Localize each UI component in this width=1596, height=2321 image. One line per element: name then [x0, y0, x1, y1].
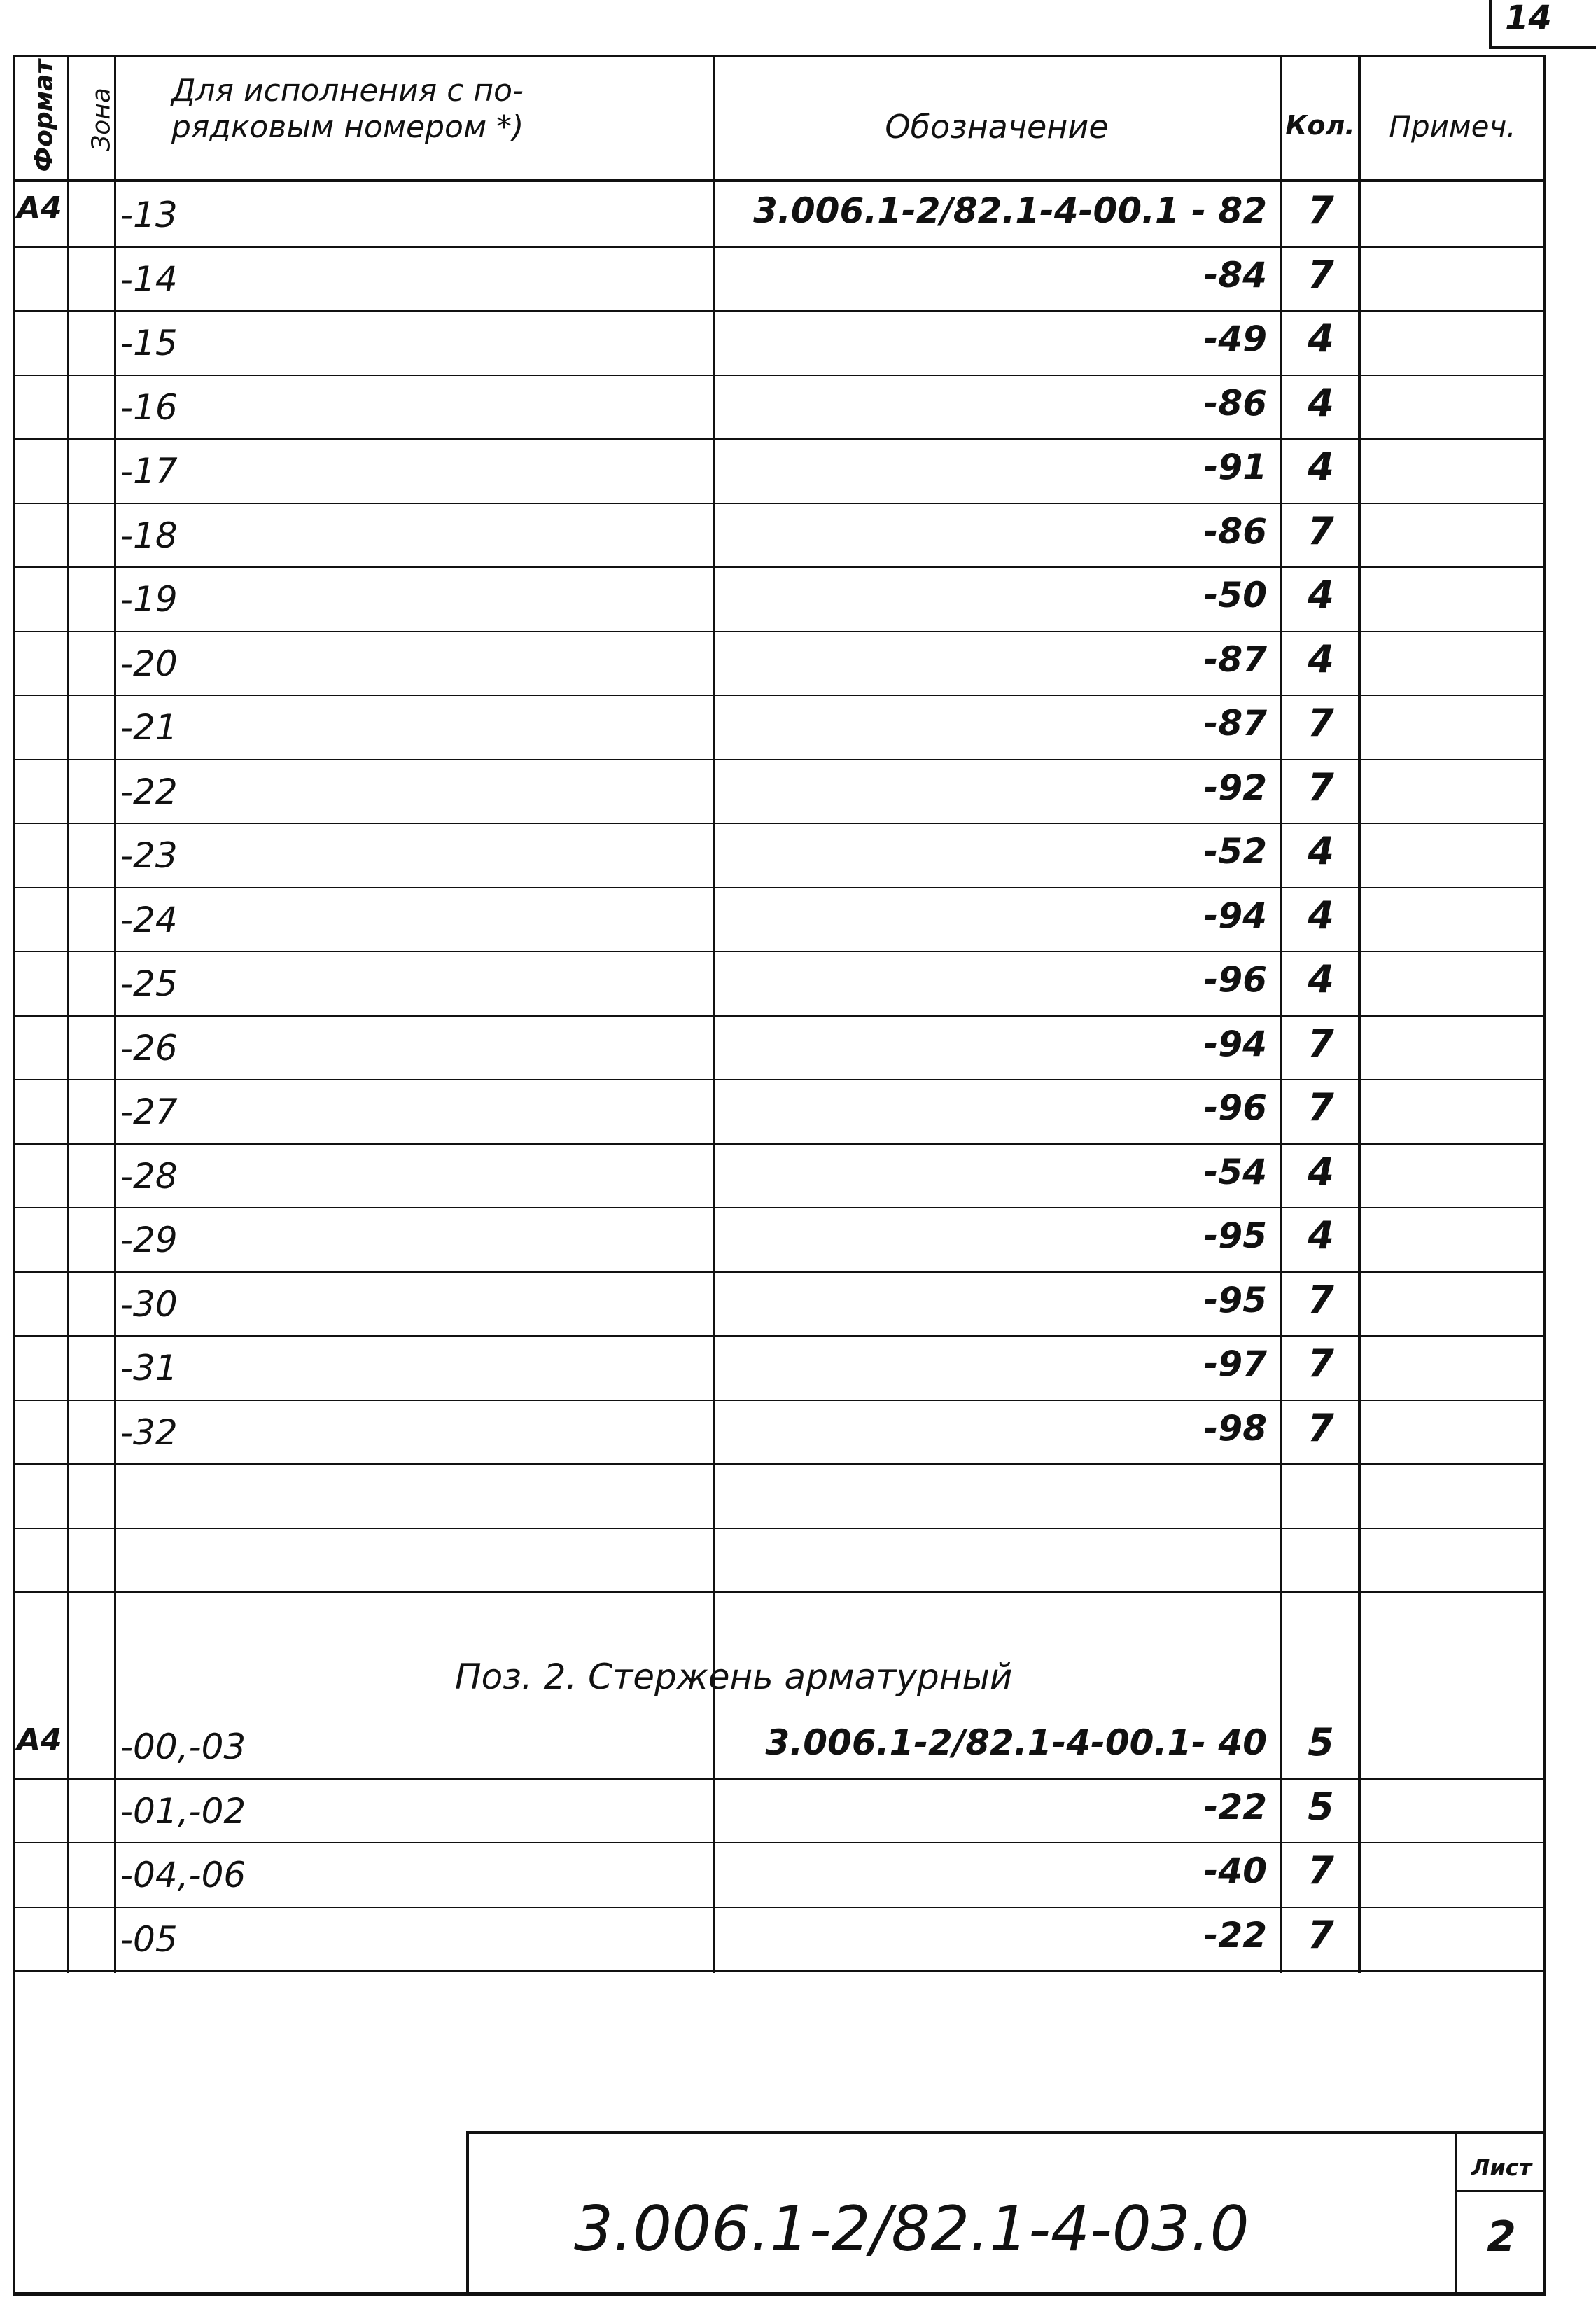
row-designation: -95	[1203, 1279, 1267, 1320]
table-row	[0, 1143, 1596, 1208]
row-designation: -40	[1203, 1850, 1267, 1891]
row-designation: -95	[1203, 1215, 1267, 1256]
title-block-divider	[1455, 2131, 1457, 2294]
document-code: 3.006.1-2/82.1-4-03.0	[574, 2193, 1250, 2265]
table-row	[0, 759, 1596, 823]
title-block-top	[466, 2131, 1546, 2134]
row-qty: 7	[1308, 1848, 1334, 1893]
sheet-label: Лист	[1471, 2154, 1532, 2181]
row-designation: -91	[1203, 447, 1267, 487]
row-qty: 4	[1308, 316, 1334, 361]
table-row	[0, 695, 1596, 759]
row-designation: 3.006.1-2/82.1-4-00.1- 40	[765, 1722, 1267, 1763]
table-row	[0, 438, 1596, 503]
row-variant: -27	[120, 1092, 178, 1132]
row-designation: -94	[1203, 895, 1267, 936]
title-block-sheet-divider	[1455, 2190, 1546, 2192]
row-variant: -20	[120, 643, 178, 684]
row-variant: -30	[120, 1283, 178, 1325]
row-variant: -25	[120, 963, 178, 1004]
row-qty: 7	[1308, 1912, 1334, 1957]
sheet-number: 2	[1487, 2212, 1516, 2261]
row-designation: -84	[1203, 254, 1267, 295]
row-qty: 4	[1308, 445, 1334, 489]
table-row	[0, 1842, 1596, 1907]
row-designation: -94	[1203, 1023, 1267, 1064]
row-qty: 4	[1308, 573, 1334, 617]
row-variant: -28	[120, 1155, 178, 1197]
row-variant: -18	[120, 515, 178, 556]
row-divider	[13, 1528, 1546, 1529]
table-row	[0, 246, 1596, 311]
row-designation: -50	[1203, 575, 1267, 615]
row-variant: -15	[120, 323, 178, 363]
row-variant: -22	[120, 771, 178, 812]
title-block-left	[466, 2131, 469, 2294]
row-qty: 4	[1308, 1213, 1334, 1257]
header-zone: Зона	[87, 88, 116, 151]
row-qty: 7	[1308, 508, 1334, 553]
row-designation: -22	[1203, 1914, 1267, 1956]
sheet-box-left	[1489, 0, 1492, 49]
table-row	[0, 1400, 1596, 1464]
row-qty: 5	[1308, 1784, 1334, 1829]
row-variant: -23	[120, 835, 178, 876]
row-qty: 7	[1308, 1085, 1334, 1129]
table-row	[0, 310, 1596, 375]
row-designation: -86	[1203, 382, 1267, 424]
row-designation: -22	[1203, 1786, 1267, 1827]
header-variant-line1: Для исполнения с по-	[172, 73, 524, 109]
row-variant: -32	[120, 1412, 178, 1453]
row-qty: 7	[1308, 1405, 1334, 1450]
row-qty: 4	[1308, 829, 1334, 873]
row-variant: -24	[120, 899, 178, 940]
header-qty: Кол.	[1285, 110, 1355, 141]
table-row	[0, 631, 1596, 695]
row-qty: 7	[1308, 765, 1334, 809]
row-qty: 7	[1308, 252, 1334, 297]
row-qty: 7	[1308, 188, 1334, 232]
row-format: A4	[17, 190, 62, 226]
row-qty: 4	[1308, 636, 1334, 681]
row-designation: -97	[1203, 1344, 1267, 1384]
table-row	[0, 1271, 1596, 1336]
row-designation: -96	[1203, 959, 1267, 1000]
row-variant: -29	[120, 1220, 178, 1260]
sheet-box-bottom	[1489, 46, 1596, 49]
table-row	[0, 1335, 1596, 1400]
row-designation: -86	[1203, 510, 1267, 552]
row-qty: 4	[1308, 380, 1334, 425]
row-qty: 5	[1308, 1720, 1334, 1764]
row-format: A4	[17, 1722, 62, 1758]
frame-bottom	[13, 2292, 1546, 2296]
header-variant-line2: рядковым номером *)	[172, 109, 524, 145]
row-qty: 4	[1308, 1149, 1334, 1194]
row-variant: -00,-03	[120, 1727, 246, 1767]
row-designation: -54	[1203, 1151, 1267, 1192]
row-variant: -19	[120, 579, 178, 620]
row-variant: -13	[120, 195, 178, 235]
row-designation: -49	[1203, 319, 1267, 359]
row-variant: -26	[120, 1027, 178, 1068]
row-qty: 4	[1308, 957, 1334, 1001]
row-qty: 7	[1308, 1021, 1334, 1066]
header-format: Формат	[29, 59, 59, 172]
table-row	[0, 1207, 1596, 1271]
header-note: Примеч.	[1389, 109, 1516, 144]
table-row	[0, 1015, 1596, 1080]
section-title: Поз. 2. Стержень арматурный	[455, 1657, 1013, 1697]
row-qty: 7	[1308, 1341, 1334, 1386]
table-row	[0, 1079, 1596, 1143]
row-designation: -52	[1203, 831, 1267, 872]
table-row	[0, 1714, 1596, 1778]
header-designation: Обозначение	[885, 108, 1109, 146]
table-row	[0, 503, 1596, 567]
table-row	[0, 1778, 1596, 1843]
table-row	[0, 375, 1596, 439]
row-variant: -05	[120, 1918, 178, 1960]
row-variant: -31	[120, 1348, 178, 1388]
row-variant: -01,-02	[120, 1790, 246, 1832]
top-sheet-number: 14	[1505, 0, 1552, 38]
row-divider	[13, 1463, 1546, 1465]
table-row	[0, 951, 1596, 1015]
row-designation: 3.006.1-2/82.1-4-00.1 - 82	[753, 190, 1267, 231]
row-variant: -04,-06	[120, 1855, 246, 1895]
row-variant: -16	[120, 386, 178, 428]
row-qty: 7	[1308, 701, 1334, 745]
table-row	[0, 1907, 1596, 1971]
row-qty: 7	[1308, 1277, 1334, 1322]
row-designation: -98	[1203, 1407, 1267, 1449]
table-row	[0, 566, 1596, 631]
row-designation: -92	[1203, 767, 1267, 808]
row-variant: -17	[120, 451, 178, 492]
row-divider	[13, 1591, 1546, 1593]
table-row	[0, 823, 1596, 887]
row-variant: -21	[120, 707, 178, 748]
row-variant: -14	[120, 258, 178, 300]
row-divider	[13, 1970, 1546, 1972]
frame-top	[13, 55, 1546, 57]
row-designation: -87	[1203, 639, 1267, 680]
table-row	[0, 887, 1596, 952]
row-designation: -87	[1203, 703, 1267, 744]
row-designation: -96	[1203, 1087, 1267, 1128]
table-row	[0, 182, 1596, 246]
row-qty: 4	[1308, 893, 1334, 938]
